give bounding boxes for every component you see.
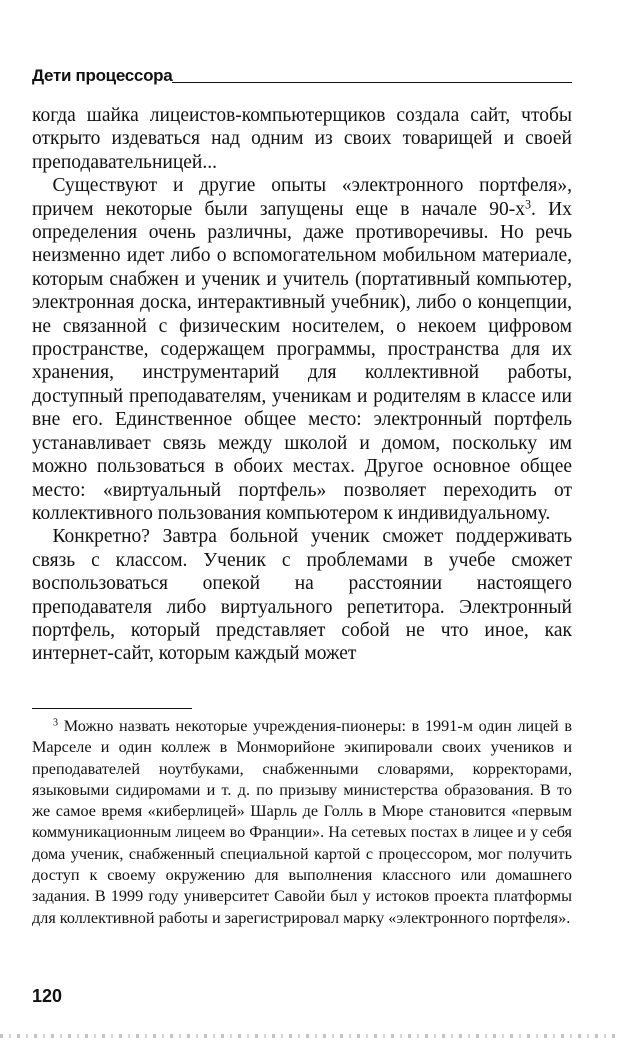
scan-edge-noise: [0, 1034, 620, 1038]
footnote-mark: 3: [53, 717, 59, 729]
running-header-title: Дети процессора: [32, 66, 173, 85]
header-rule: [172, 82, 572, 83]
main-text: [32, 104, 572, 666]
footnote: [32, 716, 572, 929]
running-header: [32, 66, 572, 88]
footnote-divider: [32, 708, 192, 709]
paragraph-2-text-after-note: . Их определения очень различны, даже противоречивы. Но речь неизменно идет либо о вспомогательном мобильном материале, которым снабжен и ученик и учитель (портативный компьютер, электронная доска, интерактивный учебник), либо о концепции, не связанной с физическим носителем, о некоем цифровом пространстве, содержащем программы, пространства для их хранения, инструментарий для коллективной работы, доступный преподавателям, ученикам и родителям в классе или вне его. Единственное общее место: электронный портфель устанавливает связь между школой и домом, поскольку им можно пользоваться в обоих местах. Другое основное общее место: «виртуальный портфель» позволяет переходить от коллективного пользования компьютером к индивидуальному.: [32, 198, 572, 524]
paragraph-3: Конкретно? Завтра больной ученик сможет поддерживать связь с классом. Ученик с проблемами в учебе сможет воспользоваться опекой на расстоянии настоящего преподавателя либо виртуального репетитора. Электронный портфель, который представляет собой не что иное, как интернет-сайт, которым каждый может: [32, 526, 572, 665]
footnote-reference-mark[interactable]: 3: [524, 196, 532, 211]
page-number: 120: [32, 986, 63, 1006]
paragraph-2-text-before-note: Существуют и другие опыты «электронного портфеля», причем некоторые были запущены еще в начале 90-х: [32, 175, 572, 220]
footnote-text: Можно назвать некоторые учреждения-пионеры: в 1991-м один лицей в Марселе и один коллеж в Монморийоне экипировали своих учеников и преподавателей ноутбуками, снабженными словарями, корректорами, языковыми сидиромами и т. д. по призыву министерства образования. В то же самое время «киберлицей» Шарль де Голль в Мюре становится «первым коммуникационным лицеем во Франции». На сетевых постах в лицее и у себя дома ученик, снабженный специальной картой с процессором, мог получить доступ к своему окружению для выполнения классного или домашнего задания. В 1999 году университет Савойи был у истоков проекта платформы для коллективной работы и зарегистрировал марку «электронного портфеля».: [32, 717, 572, 927]
paragraph-1: когда шайка лицеистов-компьютерщиков создала сайт, чтобы открыто издеваться над одним из своих товарищей и своей преподавательницей...: [32, 105, 572, 173]
paragraph-2: [32, 174, 572, 525]
footnote-paragraph: [32, 716, 572, 929]
